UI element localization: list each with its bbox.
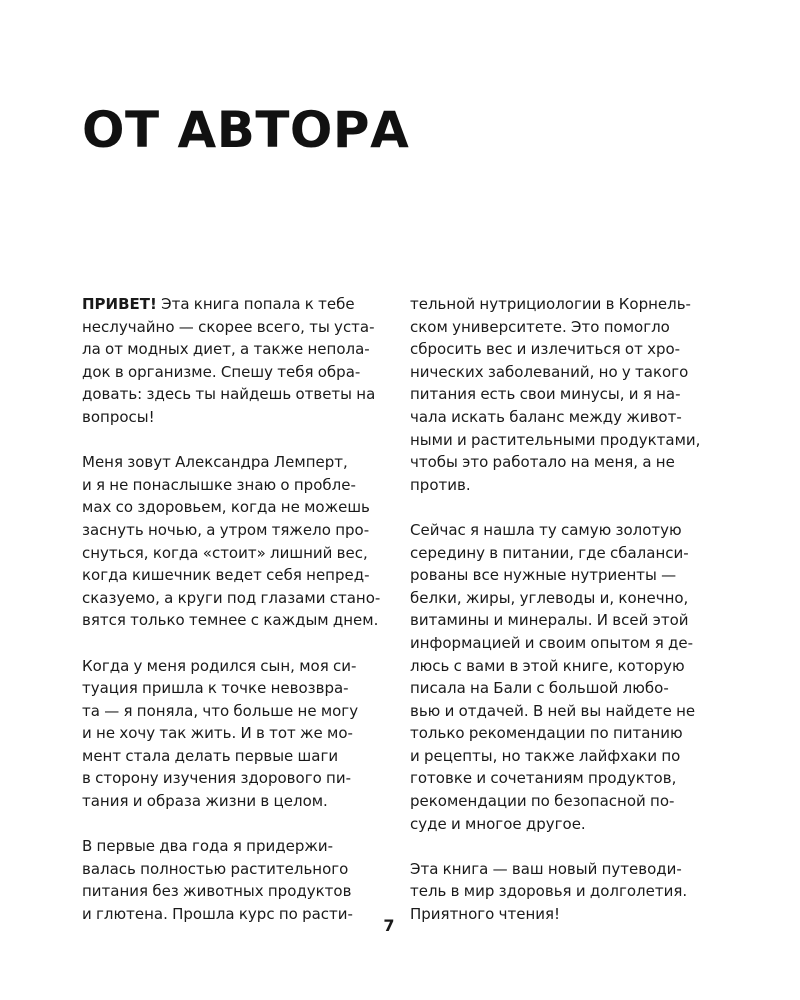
text-line: та — я поняла, что больше не могу	[82, 701, 359, 720]
text-line: и не хочу так жить. И в тот же мо-	[82, 724, 353, 743]
text-line: Сейчас я нашла ту самую золотую	[410, 520, 682, 539]
text-line: чала искать баланс между живот-	[410, 407, 682, 426]
text-line: информацией и своим опытом я де-	[410, 633, 694, 652]
text-line: середину в питании, где сбаланси-	[410, 543, 689, 562]
text-line: сказуемо, а круги под глазами стано-	[82, 588, 381, 607]
text-line: довать: здесь ты найдешь ответы на	[82, 385, 376, 404]
paragraph-first-years	[82, 835, 372, 925]
text-line: док в организме. Спешу тебя обра-	[82, 362, 361, 381]
right-column	[410, 293, 700, 926]
text-line: ными и растительными продуктами,	[410, 430, 701, 449]
text-line: Эта книга — ваш новый путеводи-	[410, 859, 682, 878]
text-line: рованы все нужные нутриенты —	[410, 566, 677, 585]
text-line: ском университете. Это помогло	[410, 317, 670, 336]
text-line: питания есть свои минусы, и я на-	[410, 385, 681, 404]
text-line: Приятного чтения!	[410, 905, 561, 924]
text-line: вью и отдачей. В ней вы найдете не	[410, 701, 696, 720]
paragraph-golden-middle	[410, 519, 700, 835]
text-line: мах со здоровьем, когда не можешь	[82, 498, 370, 517]
text-line: нических заболеваний, но у такого	[410, 362, 689, 381]
text-line: мент стала делать первые шаги	[82, 746, 339, 765]
text-line: ла от модных диет, а также непола-	[82, 340, 370, 359]
page-title: ОТ АВТОРА	[82, 101, 410, 159]
paragraph-introduction	[82, 451, 381, 632]
text-line: заснуть ночью, а утром тяжело про-	[82, 520, 370, 539]
text-line: тель в мир здоровья и долголетия.	[410, 882, 688, 901]
paragraph-turning-point	[82, 655, 372, 813]
text-line: чтобы это работало на меня, а не	[410, 453, 675, 472]
left-column	[82, 293, 381, 926]
text-line: готовке и сочетаниям продуктов,	[410, 769, 677, 788]
text-line: В первые два года я придержи-	[82, 837, 334, 856]
text-line: питания без животных продуктов	[82, 882, 352, 901]
text-line: витамины и минералы. И всей этой	[410, 611, 689, 630]
text-line: писала на Бали с большой любо-	[410, 679, 669, 698]
text-line: неслучайно — скорее всего, ты уста-	[82, 317, 375, 336]
text-line: вопросы!	[82, 407, 155, 426]
text-line: сбросить вес и излечиться от хро-	[410, 340, 681, 359]
text-line	[82, 293, 372, 316]
paragraph-course-continuation	[410, 293, 700, 496]
text-line: люсь с вами в этой книге, которую	[410, 656, 685, 675]
text-line: тания и образа жизни в целом.	[82, 792, 328, 811]
greeting-lead: ПРИВЕТ!	[82, 295, 157, 313]
text-line: тельной нутрициологии в Корнель-	[410, 295, 691, 313]
text-line: вятся только темнее с каждым днем.	[82, 611, 379, 630]
text-line: против.	[410, 475, 471, 494]
text-line: Меня зовут Александра Лемперт,	[82, 453, 348, 472]
text-line: только рекомендации по питанию	[410, 724, 683, 743]
text-line: в сторону изучения здорового пи-	[82, 769, 351, 788]
text-line: суде и многое другое.	[410, 814, 586, 833]
text-line: и рецепты, но также лайфхаки по	[410, 746, 681, 765]
paragraph-greeting	[82, 293, 376, 429]
text-line: когда кишечник ведет себя непред-	[82, 566, 370, 585]
text-line: туация пришла к точке невозвра-	[82, 679, 349, 698]
text-line: снуться, когда «стоит» лишний вес,	[82, 543, 368, 562]
page-number: 7	[383, 916, 395, 935]
text-line: и глютена. Прошла курс по расти-	[82, 905, 353, 924]
text-line-rest: Эта книга попала к тебе	[156, 295, 355, 313]
text-line: валась полностью растительного	[82, 859, 349, 878]
text-line: и я не понаслышке знаю о пробле-	[82, 475, 356, 494]
text-line: рекомендации по безопасной по-	[410, 792, 675, 811]
text-line: Когда у меня родился сын, моя си-	[82, 656, 357, 675]
text-line: белки, жиры, углеводы и, конечно,	[410, 588, 689, 607]
